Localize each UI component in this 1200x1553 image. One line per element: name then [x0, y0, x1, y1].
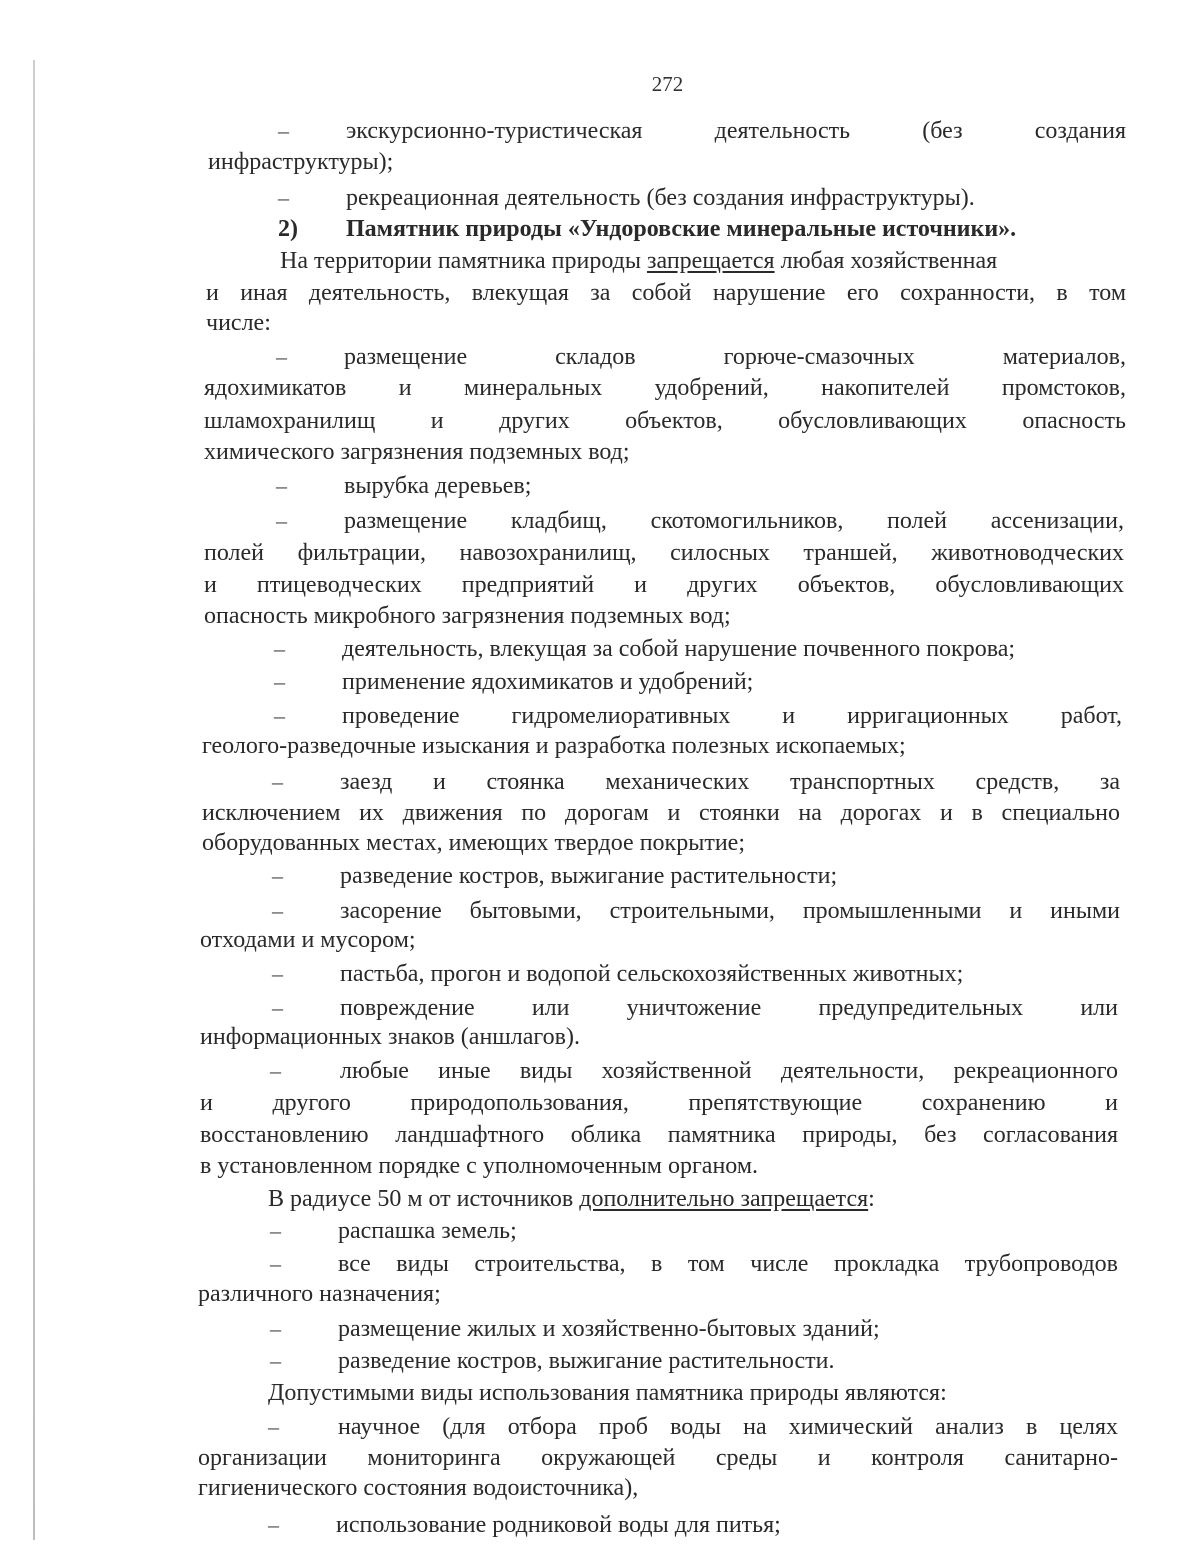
text-line: экскурсионно-туристическая деятельность (без создания: [346, 118, 1126, 144]
text-line: пастьба, прогон и водопой сельскохозяйственных животных;: [340, 961, 964, 987]
text-line: научное (для отбора проб воды на химический анализ в целях: [338, 1414, 1118, 1440]
text-line: полей фильтрации, навозохранилищ, силосных траншей, животноводческих: [204, 540, 1124, 566]
list-dash: –: [270, 1218, 281, 1243]
text-line: распашка земель;: [338, 1218, 517, 1244]
text-line: информационных знаков (аншлагов).: [200, 1024, 580, 1050]
text-line: гигиенического состояния водоисточника),: [198, 1475, 639, 1501]
section-number: 2): [278, 216, 298, 242]
list-dash: –: [274, 636, 285, 661]
text-line: химического загрязнения подземных вод;: [204, 439, 630, 465]
text-line: различного назначения;: [198, 1281, 441, 1307]
list-dash: –: [276, 473, 287, 498]
text-line: размещение кладбищ, скотомогильников, полей ассенизации,: [344, 508, 1124, 534]
list-dash: –: [274, 669, 285, 694]
text-fragment: :: [868, 1186, 875, 1212]
text-line: и птицеводческих предприятий и других объектов, обусловливающих: [204, 572, 1124, 598]
underlined-text: дополнительно запрещается: [579, 1186, 869, 1212]
list-dash: –: [272, 769, 283, 794]
text-line: использование родниковой воды для питья;: [336, 1512, 781, 1538]
text-line: организации мониторинга окружающей среды и контроля санитарно-: [198, 1445, 1118, 1471]
text-line: [280, 245, 997, 278]
text-line: в установленном порядке с уполномоченным органом.: [200, 1153, 759, 1179]
text-line: разведение костров, выжигание растительности.: [338, 1348, 835, 1374]
list-dash: –: [272, 995, 283, 1020]
text-line: геолого-разведочные изыскания и разработка полезных ископаемых;: [202, 733, 906, 759]
text-line: опасность микробного загрязнения подземных вод;: [204, 603, 731, 629]
list-dash: –: [278, 185, 289, 210]
text-line: повреждение или уничтожение предупредительных или: [340, 995, 1118, 1021]
text-line: инфраструктуры);: [208, 149, 394, 175]
text-line: числе:: [206, 310, 271, 336]
text-line: применение ядохимикатов и удобрений;: [342, 669, 754, 695]
list-dash: –: [270, 1058, 281, 1083]
list-dash: –: [272, 863, 283, 888]
list-dash: –: [268, 1414, 279, 1439]
scan-edge: [33, 60, 35, 1540]
list-dash: –: [270, 1316, 281, 1341]
underlined-text: запрещается: [647, 248, 775, 274]
text-line: размещение жилых и хозяйственно-бытовых зданий;: [338, 1316, 880, 1342]
text-line: любые иные виды хозяйственной деятельности, рекреационного: [340, 1058, 1118, 1084]
text-line: и иная деятельность, влекущая за собой нарушение его сохранности, в том: [206, 280, 1126, 306]
list-dash: –: [272, 898, 283, 923]
list-dash: –: [278, 118, 289, 143]
section-heading: Памятник природы «Ундоровские минеральные источники».: [346, 216, 1017, 242]
text-line: размещение складов горюче-смазочных материалов,: [344, 344, 1126, 370]
text-line: засорение бытовыми, строительными, промышленными и иными: [340, 898, 1120, 924]
text-line: отходами и мусором;: [200, 927, 416, 953]
list-dash: –: [270, 1251, 281, 1276]
text-line: и другого природопользования, препятствующие сохранению и: [200, 1090, 1118, 1116]
list-dash: –: [270, 1348, 281, 1373]
text-line: исключением их движения по дорогам и стоянки на дорогах и в специально: [202, 800, 1120, 826]
text-line: заезд и стоянка механических транспортных средств, за: [340, 769, 1120, 795]
text-line: шламохранилищ и других объектов, обусловливающих опасность: [204, 408, 1126, 434]
text-line: деятельность, влекущая за собой нарушение почвенного покрова;: [342, 636, 1016, 662]
text-line: ядохимикатов и минеральных удобрений, накопителей промстоков,: [204, 375, 1126, 401]
text-line: восстановлению ландшафтного облика памятника природы, без согласования: [200, 1122, 1118, 1148]
text-line: рекреационная деятельность (без создания инфраструктуры).: [346, 185, 975, 211]
page-number: 272: [651, 72, 684, 96]
text-fragment: любая хозяйственная: [774, 248, 998, 274]
text-line: разведение костров, выжигание растительности;: [340, 863, 838, 889]
list-dash: –: [272, 961, 283, 986]
text-fragment: На территории памятника природы: [280, 248, 648, 274]
text-fragment: В радиусе 50 м от источников: [268, 1186, 580, 1212]
list-dash: –: [268, 1512, 279, 1537]
text-line: [268, 1183, 875, 1216]
text-line: проведение гидромелиоративных и ирригационных работ,: [342, 703, 1122, 729]
list-dash: –: [276, 344, 287, 369]
text-line: вырубка деревьев;: [344, 473, 532, 499]
text-line: все виды строительства, в том числе прокладка трубопроводов: [338, 1251, 1118, 1277]
list-dash: –: [276, 508, 287, 533]
list-dash: –: [274, 703, 285, 728]
text-line: Допустимыми виды использования памятника природы являются:: [268, 1380, 947, 1406]
text-line: оборудованных местах, имеющих твердое покрытие;: [202, 830, 745, 856]
